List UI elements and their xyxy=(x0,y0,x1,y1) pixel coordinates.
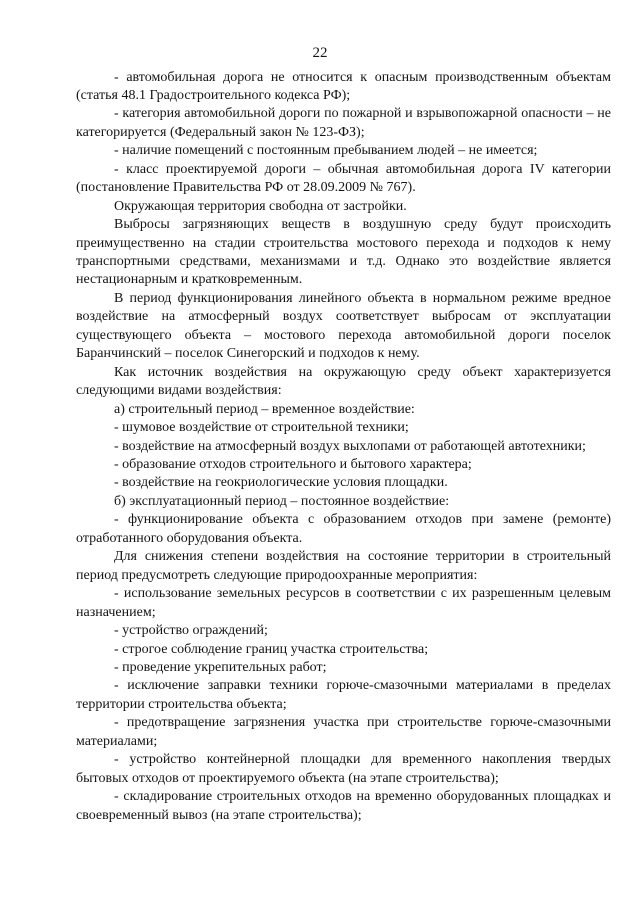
paragraph: - воздействие на атмосферный воздух выхлопами от работающей автотехники; xyxy=(114,438,586,454)
paragraph: Выбросы загрязняющих веществ в воздушную среду будут происходить преимущественно на стадии строительства мостового перехода и подходов к нему транспортными средствами, механизмами и т.д. Однако это воздействие является нестационарным и кратковременным. xyxy=(76,217,611,288)
paragraph: а) строительный период – временное воздействие: xyxy=(114,401,415,417)
paragraph: - проведение укрепительных работ; xyxy=(114,660,327,675)
paragraph: В период функционирования линейного объекта в нормальном режиме вредное воздействие на атмосферный воздух соответствует выбросам от эксплуатации существующего объекта – мостового перехода автомобильной дороги поселок Баранчинский – поселок Синегорский и подходов к нему. xyxy=(76,290,611,362)
paragraph: - складирование строительных отходов на временно оборудованных площадках и своевременный вывоз (на этапе строительства); xyxy=(76,789,611,823)
paragraph: - воздействие на геокриологические условия площадки. xyxy=(114,475,448,491)
paragraph: б) эксплуатационный период – постоянное воздействие: xyxy=(114,493,450,509)
paragraph: - устройство ограждений; xyxy=(114,623,268,639)
paragraph: - строгое соблюдение границ участка строительства; xyxy=(114,641,429,657)
paragraph: - автомобильная дорога не относится к опасным производственным объектам (статья 48.1 Градостроительного кодекса РФ); xyxy=(76,69,611,103)
paragraph: - использование земельных ресурсов в соответствии с их разрешенным целевым назначением; xyxy=(76,586,611,620)
paragraph: - наличие помещений с постоянным пребыванием людей – не имеется; xyxy=(114,143,538,159)
page-number: 22 xyxy=(312,45,328,61)
document-body xyxy=(76,69,611,826)
paragraph: - устройство контейнерной площадки для временного накопления твердых бытовых отходов от проектируемого объекта (на этапе строительства); xyxy=(76,752,611,786)
paragraph: Для снижения степени воздействия на состояние территории в строительный период предусмотреть следующие природоохранные мероприятия: xyxy=(76,549,611,583)
paragraph: Окружающая территория свободна от застройки. xyxy=(114,198,407,214)
paragraph: - категория автомобильной дороги по пожарной и взрывопожарной опасности – не категорируется (Федеральный закон № 123-ФЗ); xyxy=(76,106,611,140)
paragraph: - функционирование объекта с образованием отходов при замене (ремонте) отработанного оборудования объекта. xyxy=(76,512,611,546)
paragraph: - класс проектируемой дороги – обычная автомобильная дорога IV категории (постановление Правительства РФ от 28.09.2009 № 767). xyxy=(76,161,611,196)
paragraph: - образование отходов строительного и бытового характера; xyxy=(114,457,472,473)
paragraph: - предотвращение загрязнения участка при строительстве горюче-смазочными материалами; xyxy=(76,715,611,749)
paragraph: - шумовое воздействие от строительной техники; xyxy=(114,420,409,436)
paragraph: Как источник воздействия на окружающую среду объект характеризуется следующими видами воздействия: xyxy=(76,364,611,399)
paragraph: - исключение заправки техники горюче-смазочными материалами в пределах территории строительства объекта; xyxy=(76,678,611,712)
